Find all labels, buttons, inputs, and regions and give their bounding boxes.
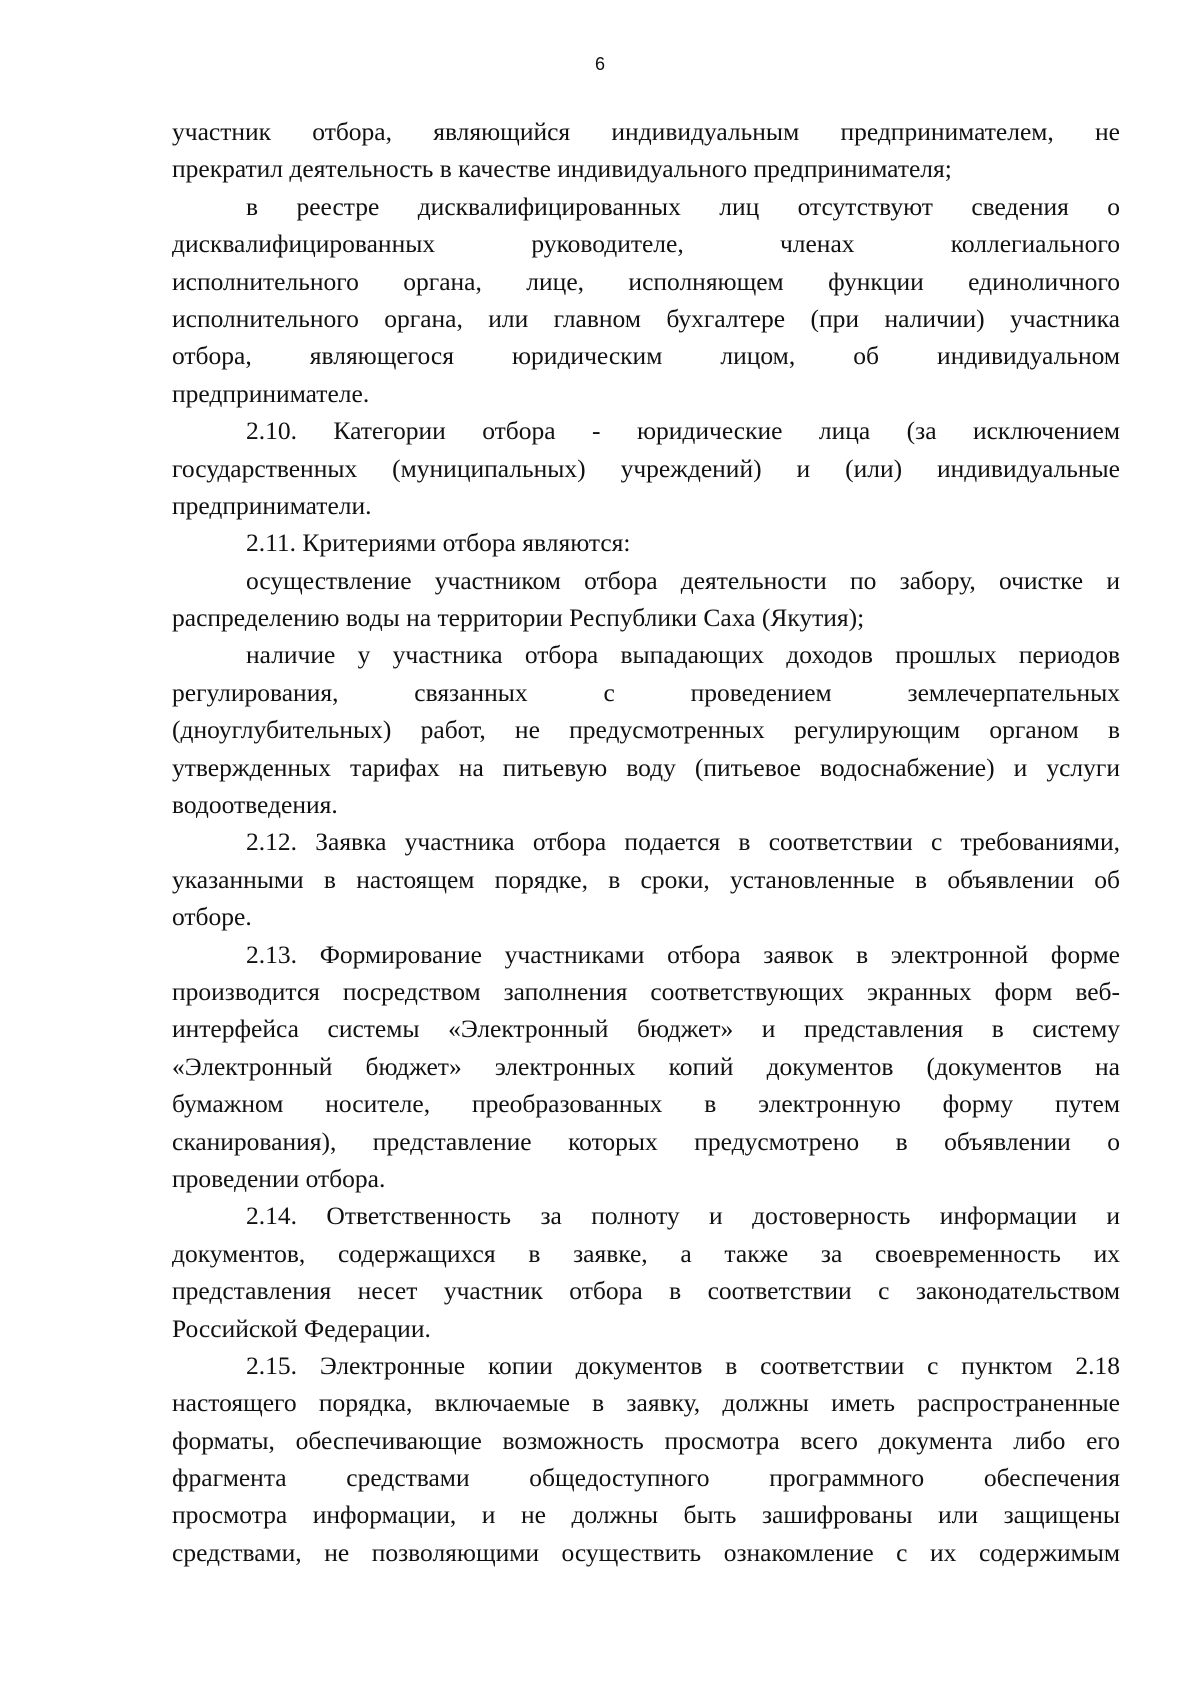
text-line: наличие у участника отбора выпадающих доходов прошлых периодов — [246, 640, 1120, 670]
document-body — [172, 113, 1120, 1571]
text-line: дисквалифицированных руководителе, членах коллегиального — [172, 229, 1120, 259]
text-line: (дноуглубительных) работ, не предусмотренных регулирующим органом в — [172, 715, 1120, 745]
text-line: регулирования, связанных с проведением землечерпательных — [172, 677, 1120, 707]
text-line: Российской Федерации. — [172, 1313, 431, 1343]
text-line: «Электронный бюджет» электронных копий документов (документов на — [172, 1051, 1120, 1081]
text-line: представления несет участник отбора в соответствии с законодательством — [172, 1276, 1120, 1306]
text-line: исполнительного органа, или главном бухгалтере (при наличии) участника — [172, 303, 1120, 333]
text-line: сканирования), представление которых предусмотрено в объявлении о — [172, 1126, 1120, 1156]
text-line: производится посредством заполнения соответствующих экранных форм веб- — [172, 976, 1120, 1006]
text-line: 2.11. Критериями отбора являются: — [246, 528, 631, 558]
text-line: 2.14. Ответственность за полноту и достоверность информации и — [246, 1201, 1120, 1231]
text-line: бумажном носителе, преобразованных в электронную форму путем — [172, 1089, 1120, 1119]
text-line: в реестре дисквалифицированных лиц отсутствуют сведения о — [246, 191, 1120, 221]
text-line: документов, содержащихся в заявке, а также за своевременность их — [172, 1238, 1120, 1268]
text-line: предпринимателе. — [172, 378, 370, 408]
text-line: интерфейса системы «Электронный бюджет» и представления в систему — [172, 1014, 1120, 1044]
text-line: форматы, обеспечивающие возможность просмотра всего документа либо его — [172, 1425, 1120, 1455]
text-line: проведении отбора. — [172, 1163, 386, 1193]
text-line: просмотра информации, и не должны быть зашифрованы или защищены — [172, 1500, 1120, 1530]
text-line: указанными в настоящем порядке, в сроки, установленные в объявлении об — [172, 864, 1120, 894]
text-line: отбора, являющегося юридическим лицом, об индивидуальном — [172, 341, 1120, 371]
text-line: 2.13. Формирование участниками отбора заявок в электронной форме — [246, 939, 1120, 969]
text-line: участник отбора, являющийся индивидуальным предпринимателем, не — [172, 117, 1120, 146]
text-line: настоящего порядка, включаемые в заявку, должны иметь распространенные — [172, 1388, 1120, 1418]
text-line: распределению воды на территории Республики Саха (Якутия); — [172, 603, 865, 633]
text-line: 2.10. Категории отбора - юридические лица (за исключением — [246, 416, 1120, 446]
text-line: 2.15. Электронные копии документов в соответствии с пунктом 2.18 — [246, 1350, 1120, 1380]
text-line: средствами, не позволяющими осуществить ознакомление с их содержимым — [172, 1537, 1120, 1567]
text-line: отборе. — [172, 902, 252, 932]
text-line: осуществление участником отбора деятельности по забору, очистке и — [246, 565, 1120, 595]
text-line: прекратил деятельность в качестве индивидуального предпринимателя; — [172, 154, 952, 184]
text-line: государственных (муниципальных) учреждений) и (или) индивидуальные — [172, 453, 1120, 483]
text-line: 2.12. Заявка участника отбора подается в соответствии с требованиями, — [246, 827, 1120, 857]
text-line: исполнительного органа, лице, исполняющем функции единоличного — [172, 266, 1120, 296]
text-line: предприниматели. — [172, 490, 372, 520]
text-line: фрагмента средствами общедоступного программного обеспечения — [172, 1463, 1120, 1493]
text-line: утвержденных тарифах на питьевую воду (питьевое водоснабжение) и услуги — [172, 752, 1120, 782]
text-line: водоотведения. — [172, 790, 338, 820]
page-number: 6 — [594, 54, 605, 74]
